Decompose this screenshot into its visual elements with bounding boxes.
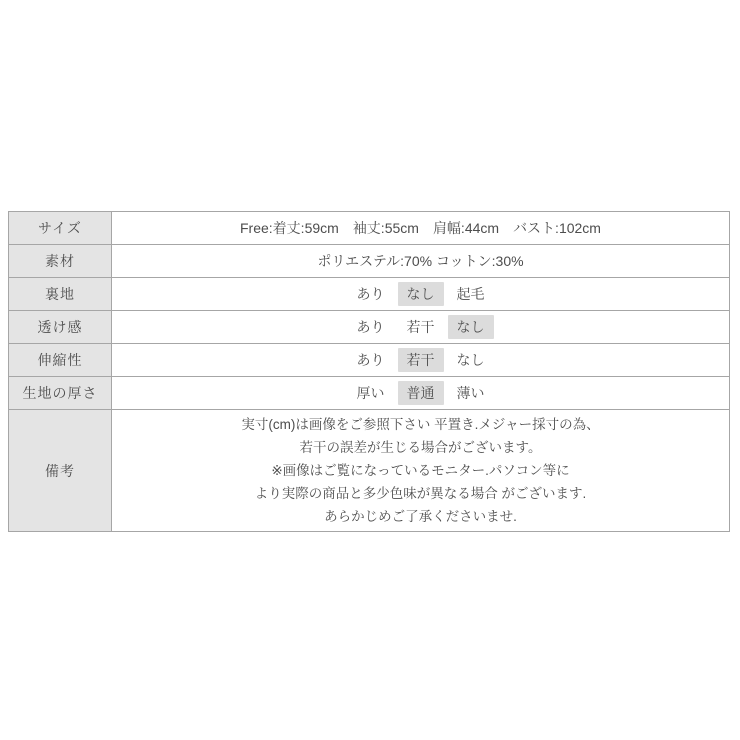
- spec-table: [8, 211, 730, 532]
- size-measurements: [240, 218, 601, 238]
- spec-row-thickness: [9, 377, 729, 410]
- stretch-option-nashi: なし: [456, 352, 485, 368]
- lining-row-label: 裏地: [9, 278, 112, 310]
- thickness-option-futsuu: 普通: [398, 381, 444, 405]
- stretch-option-jakkan: 若干: [398, 348, 444, 372]
- spec-row-stretch: [9, 344, 729, 377]
- notes-row-content: [112, 410, 729, 531]
- thickness-option-usui: 薄い: [456, 385, 485, 401]
- sheerness-row-content: [112, 311, 729, 343]
- thickness-option-atsui: 厚い: [356, 385, 385, 401]
- material-row-label: 素材: [9, 245, 112, 277]
- sheerness-row-label: 透け感: [9, 311, 112, 343]
- notes-line-2: 若干の誤差が生じる場合がございます。: [299, 440, 542, 455]
- sheerness-options: [348, 315, 494, 339]
- stretch-option-ari: あり: [356, 352, 385, 368]
- notes-line-5: あらかじめご了承くださいませ.: [324, 509, 517, 524]
- size-row-label: サイズ: [9, 212, 112, 244]
- notes-text: [241, 413, 599, 528]
- size-measurement-sleeve: 袖丈:55cm: [352, 220, 419, 236]
- lining-row-content: [112, 278, 729, 310]
- spec-row-sheerness: [9, 311, 729, 344]
- material-value: ポリエステル:70% コットン:30%: [317, 253, 524, 269]
- stretch-row-label: 伸縮性: [9, 344, 112, 376]
- size-measurement-shoulder: 肩幅:44cm: [432, 220, 500, 236]
- size-measurement-length: Free:着丈:59cm: [240, 220, 339, 236]
- spec-row-lining: [9, 278, 729, 311]
- material-row-content: [112, 245, 729, 277]
- size-row-content: [112, 212, 729, 244]
- notes-line-4: より実際の商品と多少色味が異なる場合 がございます.: [254, 486, 587, 501]
- thickness-options: [348, 381, 494, 405]
- sheerness-option-ari: あり: [356, 319, 385, 335]
- sheerness-option-nashi: なし: [448, 315, 494, 339]
- stretch-row-content: [112, 344, 729, 376]
- lining-option-nashi: なし: [398, 282, 444, 306]
- notes-line-1: 実寸(cm)は画像をご参照下さい 平置き.メジャー採寸の為、: [241, 417, 600, 432]
- spec-row-notes: [9, 410, 729, 531]
- size-measurement-bust: バスト:102cm: [513, 220, 601, 236]
- lining-options: [348, 282, 494, 306]
- notes-line-3: ※画像はご覧になっているモニター.パソコン等に: [271, 463, 570, 478]
- spec-row-material: [9, 245, 729, 278]
- thickness-row-content: [112, 377, 729, 409]
- stretch-options: [348, 348, 494, 372]
- thickness-row-label: 生地の厚さ: [9, 377, 112, 409]
- lining-option-kimo: 起毛: [456, 286, 485, 302]
- spec-row-size: [9, 212, 729, 245]
- notes-row-label: 備考: [9, 410, 112, 531]
- lining-option-ari: あり: [356, 286, 385, 302]
- sheerness-option-jakkan: 若干: [406, 319, 435, 335]
